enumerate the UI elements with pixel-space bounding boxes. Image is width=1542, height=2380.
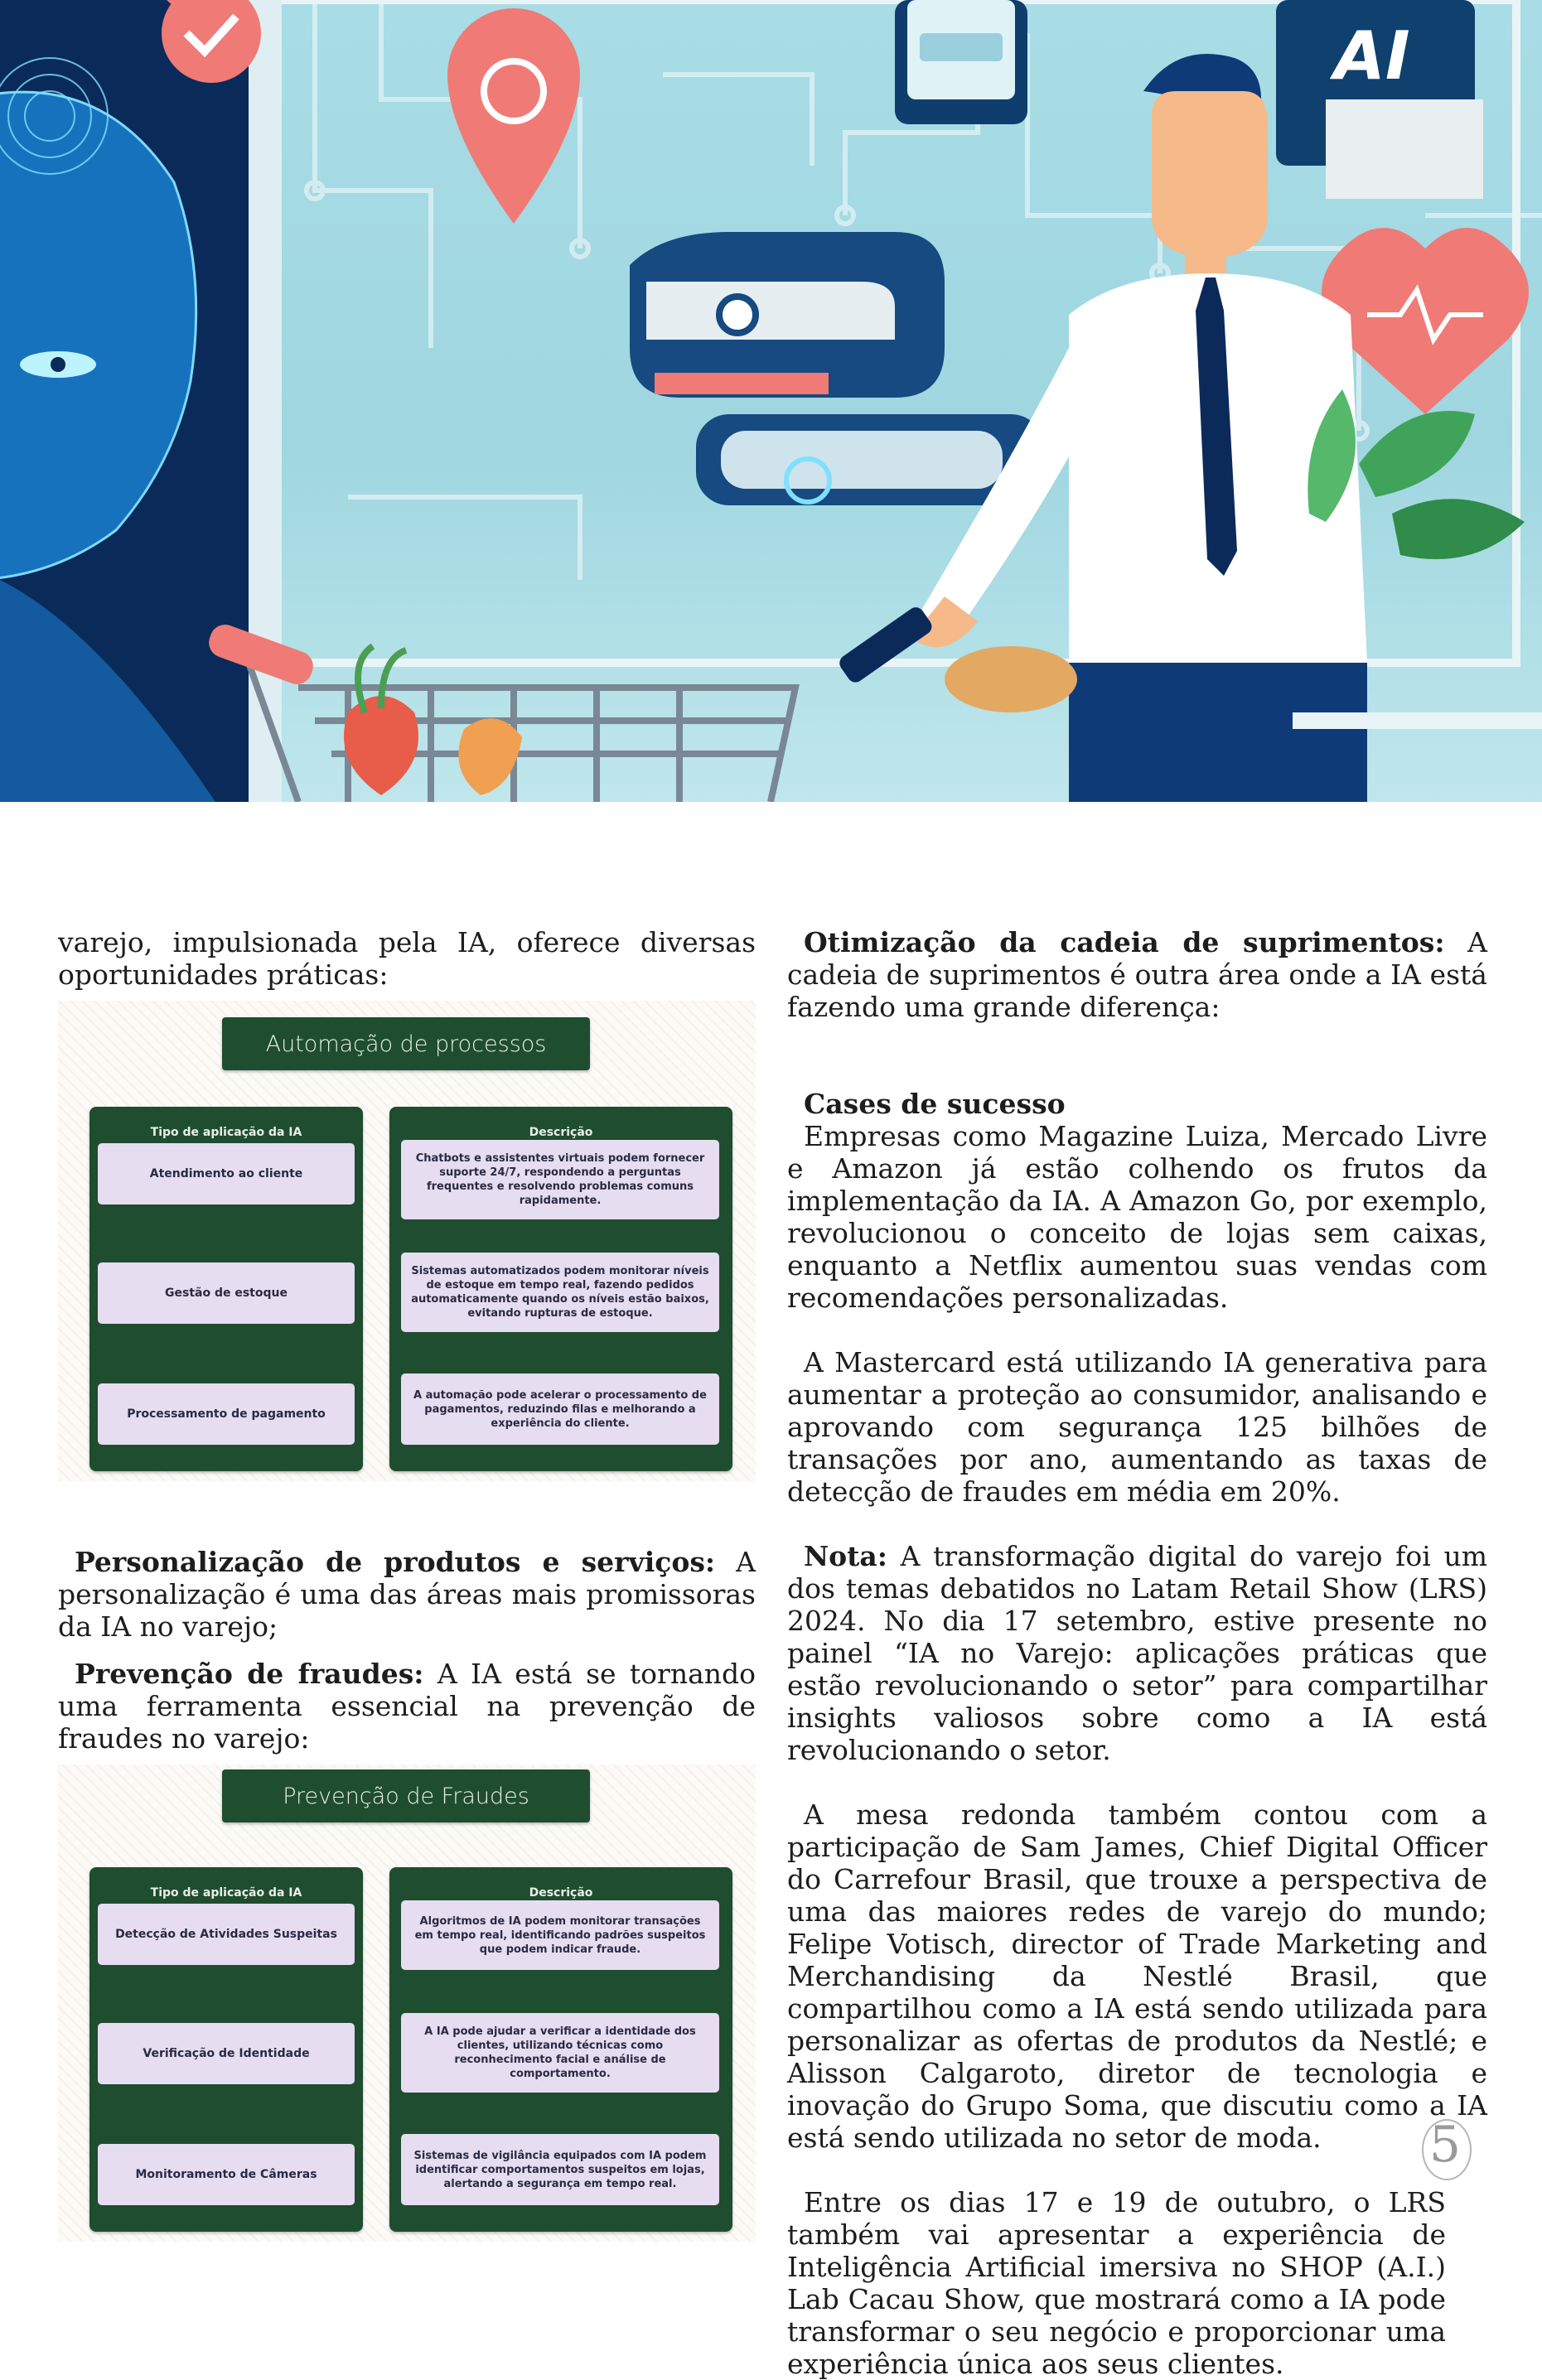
supply-chain-text: A cadeia de suprimentos é outra área onde a IA está fazendo uma grande diferença: [787, 926, 1487, 1023]
lrs-paragraph: Entre os dias 17 e 19 de outubro, o LRS também vai apresentar a experiência de Inteligência Artificial imersiva no SHOP (A.I.) Lab Cacau Show, que mostrará como a IA pode transformar o seu negócio e proporcionar uma experiência única aos seus clientes. [787, 2186, 1446, 2380]
supply-chain-paragraph [787, 926, 1487, 1023]
supply-chain-label: Otimização da cadeia de suprimentos: [804, 926, 1445, 958]
personalization-label: Personalização de produtos e serviços: [75, 1546, 716, 1578]
note-paragraph [787, 1540, 1487, 1766]
description-cell: A IA pode ajudar a verificar a identidade dos clientes, utilizando técnicas como reconhecimento facial e análise de comportamento. [401, 2013, 719, 2093]
note-label: Nota: [804, 1540, 887, 1572]
description-cell: Sistemas de vigilância equipados com IA podem identificar comportamentos suspeitos em lojas, alertando a segurança em tempo real. [401, 2134, 719, 2205]
page-number-text: 5 [1428, 2116, 1462, 2174]
automation-title: Automação de processos [222, 1017, 590, 1070]
mastercard-paragraph: A Mastercard está utilizando IA generativa para aumentar a proteção ao consumidor, analisando e aprovando com segurança 125 bilhões de transações por ano, aumentando as taxas de detecção de fraudes em média em 20%. [787, 1346, 1487, 1508]
left-column [58, 926, 756, 2242]
description-column-header: Descrição [529, 1126, 593, 1139]
cases-paragraph: Empresas como Magazine Luiza, Mercado Livre e Amazon já estão colhendo os frutos da implementação da IA. A Amazon Go, por exemplo, revolucionou o conceito de lojas sem caixas, enquanto a Netflix aumentou suas vendas com recomendações personalizadas. [787, 1120, 1487, 1314]
type-cell: Monitoramento de Câmeras [98, 2144, 355, 2205]
type-column-header: Tipo de aplicação da IA [150, 1886, 302, 1900]
automation-infographic [58, 1001, 756, 1481]
right-column [787, 926, 1487, 2380]
fraud-infographic [58, 1764, 756, 2242]
type-column-header: Tipo de aplicação da IA [150, 1126, 302, 1139]
description-column-table [389, 1867, 732, 2232]
note-text: A transformação digital do varejo foi um dos temas debatidos no Latam Retail Show (LRS) 2024. No dia 17 setembro, estive presente no painel “IA no Varejo: aplicações práticas que estão revolucionando o setor” para compartilhar insights valiosos sobre como a IA está revolucionando o setor. [787, 1540, 1487, 1766]
type-cell: Verificação de Identidade [98, 2023, 355, 2084]
page-number-ornament [1422, 2119, 1472, 2180]
type-cell: Detecção de Atividades Suspeitas [98, 1904, 355, 1965]
description-cell: A automação pode acelerar o processamento de pagamentos, reduzindo filas e melhorando a experiência do cliente. [401, 1373, 719, 1445]
personalization-text: A personalização é uma das áreas mais promissoras da IA no varejo; [58, 1546, 756, 1643]
cases-heading-text: Cases de sucesso [804, 1088, 1066, 1120]
description-cell: Sistemas automatizados podem monitorar níveis de estoque em tempo real, fazendo pedidos automaticamente quando os níveis estão baixos, evitando rupturas de estoque. [401, 1253, 719, 1332]
intro-paragraph: varejo, impulsionada pela IA, oferece diversas oportunidades práticas: [58, 926, 756, 991]
hero-artwork [0, 0, 1542, 802]
description-cell: Chatbots e assistentes virtuais podem fornecer suporte 24/7, respondendo a perguntas frequentes e resolvendo problemas comuns rapidamente. [401, 1140, 719, 1219]
description-column-header: Descrição [529, 1886, 593, 1900]
hero-illustration [0, 0, 1542, 802]
description-column-table [389, 1107, 732, 1471]
description-cell: Algoritmos de IA podem monitorar transações em tempo real, identificando padrões suspeitos que podem indicar fraude. [401, 1900, 719, 1970]
ai-badge-text: AI [1334, 17, 1410, 94]
cases-heading [787, 1088, 1487, 1120]
page-number [1419, 2111, 1472, 2179]
type-cell: Processamento de pagamento [98, 1383, 355, 1445]
type-column-table [89, 1867, 363, 2232]
fraud-label: Prevenção de fraudes: [75, 1658, 424, 1690]
fraud-paragraph [58, 1658, 756, 1755]
type-column-table [89, 1107, 363, 1471]
fraud-text: A IA está se tornando uma ferramenta essencial na prevenção de fraudes no varejo: [58, 1658, 756, 1755]
personalization-paragraph [58, 1546, 756, 1643]
roundtable-paragraph: A mesa redonda também contou com a participação de Sam James, Chief Digital Officer do Carrefour Brasil, que trouxe a perspectiva de uma das maiores redes de varejo do mundo; Felipe Votisch, director of Trade Marketing and Merchandising da Nestlé Brasil, que compartilhou como a IA está sendo utilizada para personalizar as ofertas de produtos da Nestlé; e Alisson Calgaroto, diretor de tecnologia e inovação do Grupo Soma, que discutiu como a IA está sendo utilizada no setor de moda. [787, 1798, 1487, 2154]
fraud-panel-title: Prevenção de Fraudes [222, 1769, 590, 1822]
type-cell: Gestão de estoque [98, 1262, 355, 1324]
type-cell: Atendimento ao cliente [98, 1143, 355, 1204]
